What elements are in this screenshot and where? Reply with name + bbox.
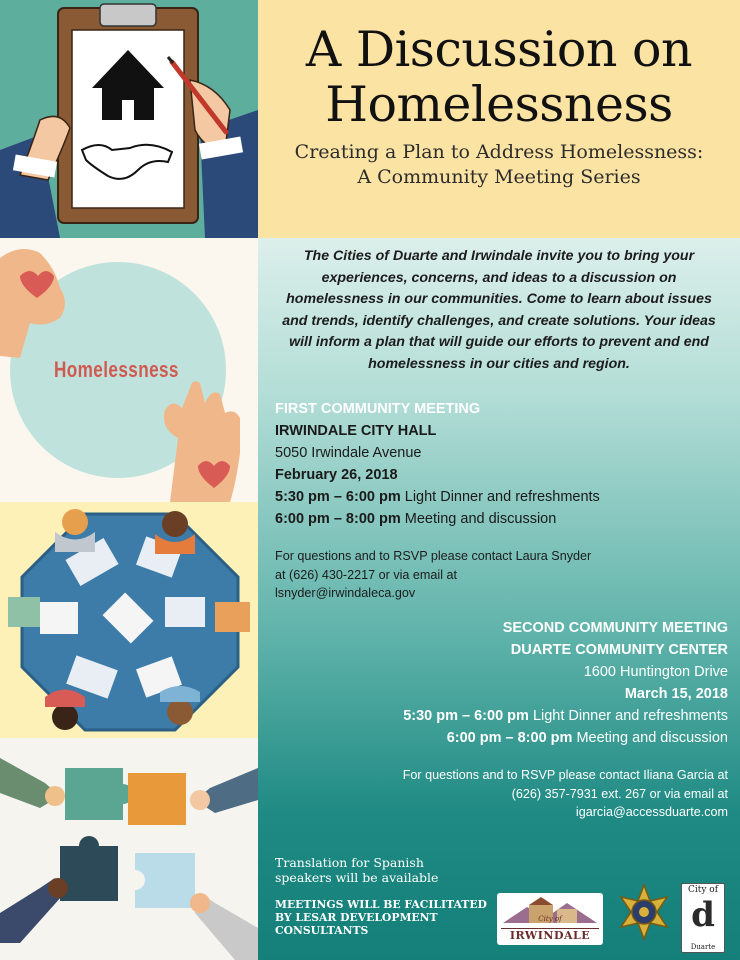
- title-line-1: A Discussion on: [305, 21, 693, 78]
- contact-line: (626) 357-7931 ext. 267 or via email at: [511, 786, 728, 801]
- first-meeting-contact: [275, 547, 715, 603]
- homelessness-label: Homelessness: [54, 357, 179, 382]
- slot-time: 6:00 pm – 8:00 pm: [275, 511, 401, 527]
- facilitator-line: MEETINGS WILL BE FACILITATED: [275, 898, 487, 911]
- first-meeting-heading: FIRST COMMUNITY MEETING: [275, 401, 481, 417]
- puzzle-hands-illustration: [0, 738, 258, 960]
- subtitle-line-1: Creating a Plan to Address Homelessness:: [294, 141, 704, 163]
- first-meeting-section: [275, 398, 715, 603]
- second-meeting-slot-1: [278, 705, 728, 727]
- title-banner: [258, 0, 740, 238]
- duarte-logo: [681, 883, 725, 953]
- slot-desc: Meeting and discussion: [572, 730, 728, 746]
- page-title: [258, 22, 740, 132]
- second-meeting-section: [278, 617, 728, 822]
- contact-line: For questions and to RSVP please contact Iliana Garcia at: [402, 768, 728, 782]
- slot-desc: Meeting and discussion: [400, 511, 557, 527]
- sheriff-badge-icon: [615, 883, 673, 941]
- second-meeting-address: 1600 Huntington Drive: [583, 664, 728, 680]
- irwindale-logo: [497, 893, 603, 945]
- clipboard-illustration: [0, 0, 258, 238]
- duarte-logo-name: Duarte: [690, 943, 716, 951]
- contact-line: For questions and to RSVP please contact Laura Snyder: [275, 549, 592, 563]
- second-meeting-contact: [278, 766, 728, 822]
- first-meeting-address: 5050 Irwindale Avenue: [275, 445, 422, 461]
- first-meeting-slot-2: [275, 508, 715, 530]
- title-line-2: Homelessness: [325, 76, 673, 133]
- slot-time: 5:30 pm – 6:00 pm: [403, 708, 529, 724]
- contact-line: at (626) 430-2217 or via email at: [275, 567, 458, 582]
- first-meeting-slot-1: [275, 486, 715, 508]
- slot-desc: Light Dinner and refreshments: [528, 708, 728, 724]
- slot-time: 5:30 pm – 6:00 pm: [275, 489, 401, 505]
- first-meeting-date: February 26, 2018: [275, 467, 398, 483]
- irwindale-logo-small-text: City of: [538, 915, 562, 923]
- intro-paragraph: The Cities of Duarte and Irwindale invite you to bring your experiences, concerns, and ideas to a discussion on homelessness in our communities. Come to learn about issues and trends, identify challenges, and create solutions. Your ideas will inform a plan that will guide our efforts to prevent and end homelessness in our cities and region.: [282, 248, 716, 372]
- contact-email: igarcia@accessduarte.com: [575, 805, 728, 819]
- first-meeting-venue: IRWINDALE CITY HALL: [275, 423, 437, 439]
- second-meeting-slot-2: [278, 727, 728, 749]
- meeting-table-illustration: [0, 502, 258, 738]
- facilitator-line: CONSULTANTS: [275, 924, 369, 937]
- contact-email: lsnyder@irwindaleca.gov: [275, 586, 416, 600]
- facilitator-line: BY LESAR DEVELOPMENT: [275, 911, 438, 924]
- second-meeting-date: March 15, 2018: [624, 686, 728, 702]
- second-meeting-venue: DUARTE COMMUNITY CENTER: [510, 642, 728, 658]
- subtitle: [258, 140, 740, 190]
- subtitle-line-2: A Community Meeting Series: [357, 166, 641, 188]
- irwindale-logo-text: IRWINDALE: [501, 928, 599, 942]
- second-meeting-heading: SECOND COMMUNITY MEETING: [502, 620, 728, 636]
- translation-line: speakers will be available: [275, 870, 439, 885]
- homelessness-hands-illustration: [0, 238, 258, 502]
- slot-desc: Light Dinner and refreshments: [400, 489, 600, 505]
- duarte-logo-mark: d: [691, 895, 715, 935]
- translation-note: [275, 855, 438, 885]
- slot-time: 6:00 pm – 8:00 pm: [446, 730, 573, 746]
- main-content: [258, 238, 740, 960]
- translation-line: Translation for Spanish: [275, 855, 424, 870]
- duarte-logo-city: City of: [687, 885, 719, 895]
- facilitator-note: [275, 898, 487, 937]
